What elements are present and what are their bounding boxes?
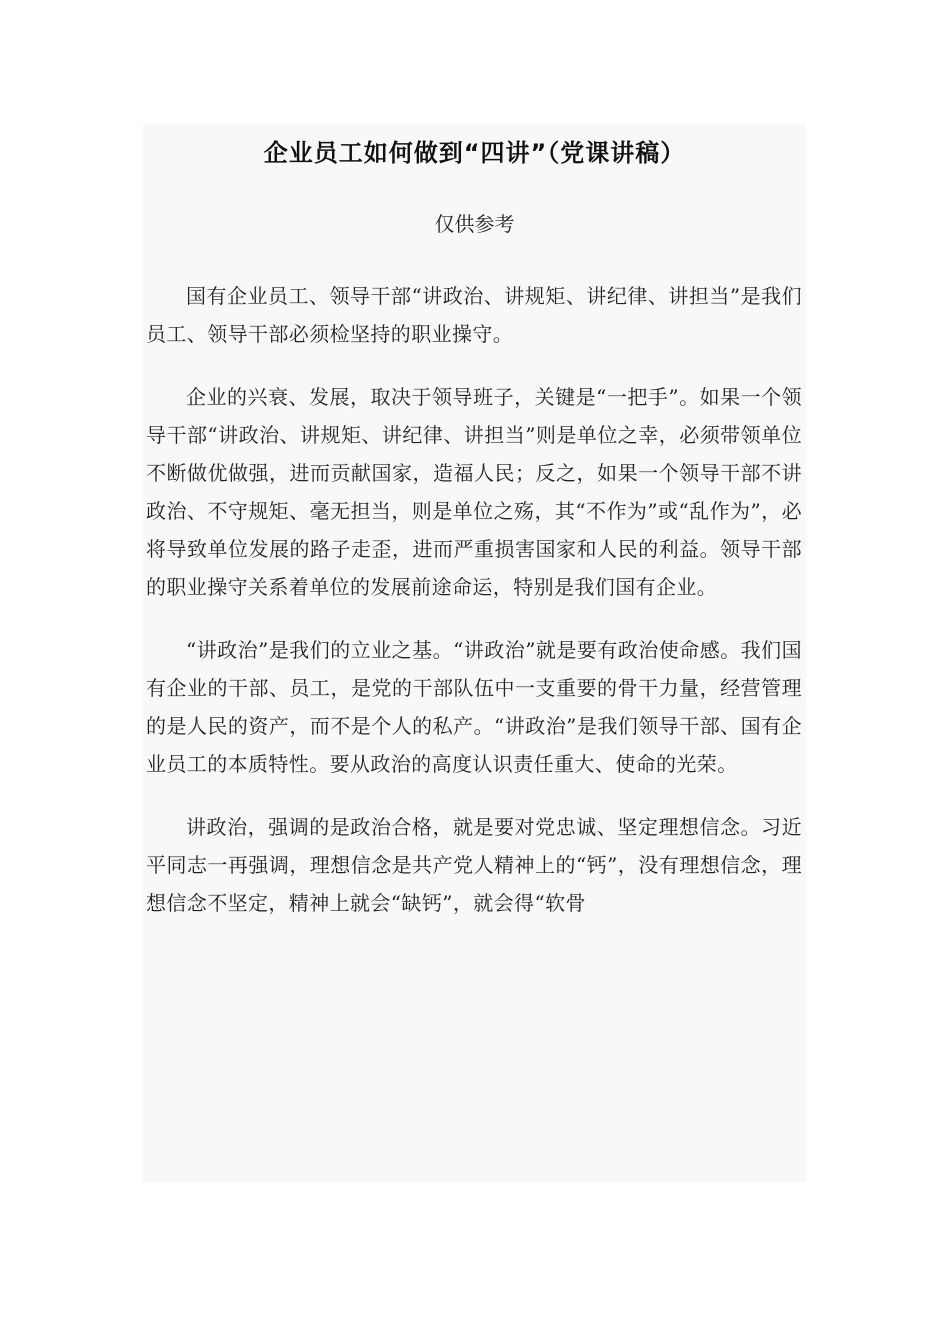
document-subtitle: 仅供参考 — [434, 212, 515, 236]
paragraph: 国有企业员工、领导干部“讲政治、讲规矩、讲纪律、讲担当”是我们员工、领导干部必须检坚持的职业操守。 — [146, 284, 802, 346]
document-body — [146, 277, 802, 947]
paragraph: “讲政治”是我们的立业之基。“讲政治”就是要有政治使命感。我们国有企业的干部、员工，是党的干部队伍中一支重要的骨干力量，经营管理的是人民的资产，而不是个人的私产。“讲政治”是我们领导干部、国有企业员工的本质特性。要从政治的高度认识责任重大、使命的光荣。 — [146, 638, 802, 776]
paragraph: 企业的兴衰、发展，取决于领导班子，关键是“一把手”。如果一个领导干部“讲政治、讲规矩、讲纪律、讲担当”则是单位之幸，必须带领单位不断做优做强，进而贡献国家，造福人民；反之，如果一个领导干部不讲政治、不守规矩、毫无担当，则是单位之殇，其“不作为”或“乱作为”，必将导致单位发展的路子走歪，进而严重损害国家和人民的利益。领导干部的职业操守关系着单位的发展前途命运，特别是我们国有企业。 — [146, 385, 802, 599]
paragraph: 讲政治，强调的是政治合格，就是要对党忠诚、坚定理想信念。习近平同志一再强调，理想信念是共产党人精神上的“钙”，没有理想信念，理想信念不坚定，精神上就会“缺钙”，就会得“软骨 — [146, 815, 802, 915]
document-title: 企业员工如何做到“四讲”（党课讲稿） — [263, 139, 686, 167]
